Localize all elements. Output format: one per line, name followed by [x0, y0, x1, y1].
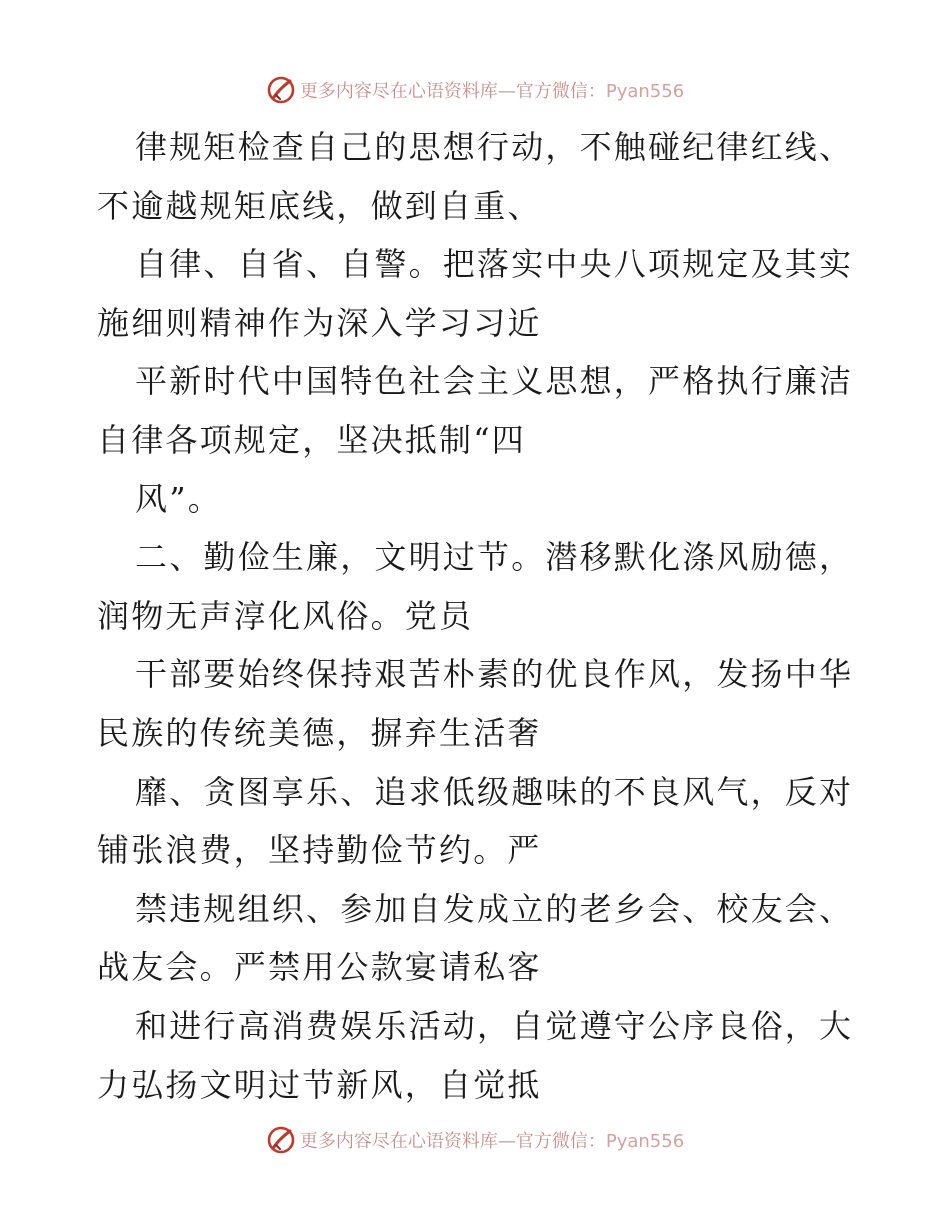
- paragraph-line: 禁违规组织、参加自发成立的老乡会、校友会、: [135, 889, 854, 928]
- paragraph-line: 和进行高消费娱乐活动，自觉遵守公序良俗，大: [135, 1006, 854, 1045]
- header-watermark: [0, 72, 950, 108]
- paragraph-line: 干部要始终保持艰苦朴素的优良作风，发扬中华: [135, 655, 854, 694]
- paragraph: [97, 645, 857, 762]
- brush-logo-icon: [266, 1125, 296, 1155]
- paragraph: [97, 528, 857, 645]
- paragraph-line: 力弘扬文明过节新风，自觉抵: [97, 1065, 542, 1104]
- paragraph: [97, 763, 857, 880]
- paragraph: [97, 352, 857, 469]
- paragraph: [97, 118, 857, 235]
- paragraph-line: 平新时代中国特色社会主义思想，严格执行廉洁: [135, 362, 854, 401]
- paragraph-line: 铺张浪费，坚持勤俭节约。严: [97, 831, 542, 870]
- brush-logo-icon: [266, 75, 296, 105]
- paragraph: [97, 880, 857, 997]
- paragraph: [97, 997, 857, 1114]
- paragraph-line: 民族的传统美德，摒弃生活奢: [97, 713, 542, 752]
- paragraph-line: 靡、贪图享乐、追求低级趣味的不良风气，反对: [135, 772, 854, 811]
- document-body: [97, 118, 857, 1114]
- paragraph-line: 自律各项规定，坚决抵制“四: [97, 420, 526, 459]
- paragraph-line: 风”。: [135, 479, 222, 518]
- footer-watermark: [0, 1122, 950, 1158]
- watermark-text: 更多内容尽在心语资料库—官方微信：Pyan556: [299, 1131, 685, 1152]
- watermark-text: 更多内容尽在心语资料库—官方微信：Pyan556: [299, 81, 685, 102]
- paragraph: [97, 235, 857, 352]
- paragraph-line: 润物无声淳化风俗。党员: [97, 596, 474, 635]
- paragraph-line: 自律、自省、自警。把落实中央八项规定及其实: [135, 245, 854, 284]
- paragraph: [97, 470, 857, 529]
- paragraph-line: 不逾越规矩底线，做到自重、: [97, 186, 542, 225]
- paragraph-line: 施细则精神作为深入学习习近: [97, 303, 542, 342]
- paragraph-line: 战友会。严禁用公款宴请私客: [97, 948, 542, 987]
- paragraph-line: 二、勤俭生廉，文明过节。潜移默化涤风励德，: [135, 538, 854, 577]
- paragraph-line: 律规矩检查自己的思想行动，不触碰纪律红线、: [135, 128, 854, 166]
